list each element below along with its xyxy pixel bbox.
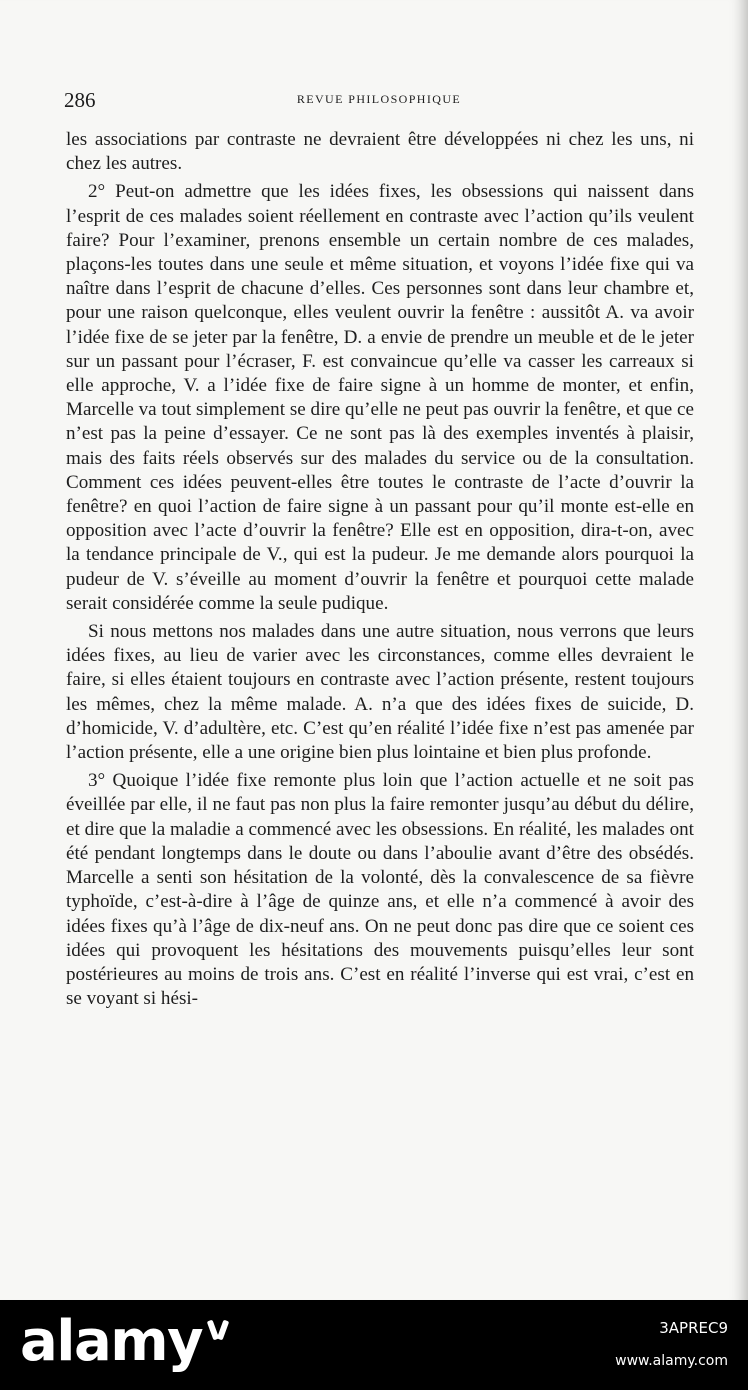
running-title: REVUE PHILOSOPHIQUE — [296, 92, 462, 106]
footer-info — [615, 1318, 728, 1374]
page-body — [66, 128, 694, 1011]
paragraph: 3° Quoique l’idée fixe remonte plus loin que l’action actuelle et ne soit pas éveillée par elle, il ne faut pas non plus la faire remonter jusqu’au début du délire, et dire que la maladie a commencé avec les obsessions. En réalité, les malades ont été pendant longtemps dans le doute ou dans l’aboulie avant d’être des obsédés. Marcelle a senti son hésitation de la volonté, dès la convalescence de sa fièvre typhoïde, c’est-à-dire à l’âge de quinze ans, et elle n’a commencé à avoir des idées fixes qu’à l’âge de dix-neuf ans. On ne peut donc pas dire que ce soient ces idées qui provoquent les hésitations des mouvements puisqu’elles leur sont postérieures au moins de trois ans. C’est en réalité l’inverse qui est vrai, c’est en se voyant si hési- — [66, 770, 694, 1010]
page-number: 286 — [64, 88, 96, 112]
paragraph: Si nous mettons nos malades dans une autre situation, nous verrons que leurs idées fixes, au lieu de varier avec les circonstances, comme elles devraient le faire, si elles étaient toujours en contraste avec l’action présente, restent toujours les mêmes, chez la même malade. A. n’a que des idées fixes de suicide, D. d’homicide, V. d’adultère, etc. C’est qu’en réalité l’idée fixe n’est pas amenée par l’action présente, elle a une origine bien plus lointaine et bien plus profonde. — [66, 621, 694, 764]
image-id: 3APREC9 — [659, 1319, 728, 1337]
alamy-logo — [20, 1309, 234, 1374]
paragraph: 2° Peut-on admettre que les idées fixes, les obsessions qui naissent dans l’esprit de ces malades soient réellement en contraste avec l’action qu’ils veulent faire? Pour l’examiner, prenons ensemble un certain nombre de ces malades, plaçons-les toutes dans une seule et même situation, et voyons l’idée fixe qui va naître dans l’esprit de chacune d’elles. Ces personnes sont dans leur chambre et, pour une raison quelconque, elles veulent ouvrir la fenêtre : aussitôt A. va avoir l’idée fixe de se jeter par la fenêtre, D. a envie de prendre un meuble et de le jeter sur un passant pour l’écraser, F. est convaincue qu’elle va casser les carreaux si elle approche, V. a l’idée fixe de faire signe à un homme de monter, et enfin, Marcelle va tout simplement se dire qu’elle ne peut pas ouvrir la fenêtre, et que ce n’est pas la peine d’essayer. Ce ne sont pas là des exemples inventés à plaisir, mais des faits réels observés sur des malades du service ou de la consultation. Comment ces idées peuvent-elles être toutes le contraste de l’acte d’ouvrir la fenêtre? en quoi l’action de faire signe à un passant pour qu’il monte est-elle en opposition avec l’acte d’ouvrir la fenêtre? Elle est en opposition, dira-t-on, avec la tendance principale de V., qui est la pudeur. Je me demande alors pourquoi la pudeur de V. s’éveille au moment d’ouvrir la fenêtre et pourquoi cette malade serait considérée comme la seule pudique. — [66, 181, 694, 614]
site-url: www.alamy.com — [615, 1353, 728, 1369]
paragraph: les associations par contraste ne devraient être développées ni chez les uns, ni chez les autres. — [66, 129, 694, 175]
alamy-logo-icon — [206, 1316, 234, 1344]
page-header — [64, 88, 694, 118]
watermark-footer — [0, 1300, 748, 1390]
logo-text: alamy — [20, 1309, 203, 1374]
